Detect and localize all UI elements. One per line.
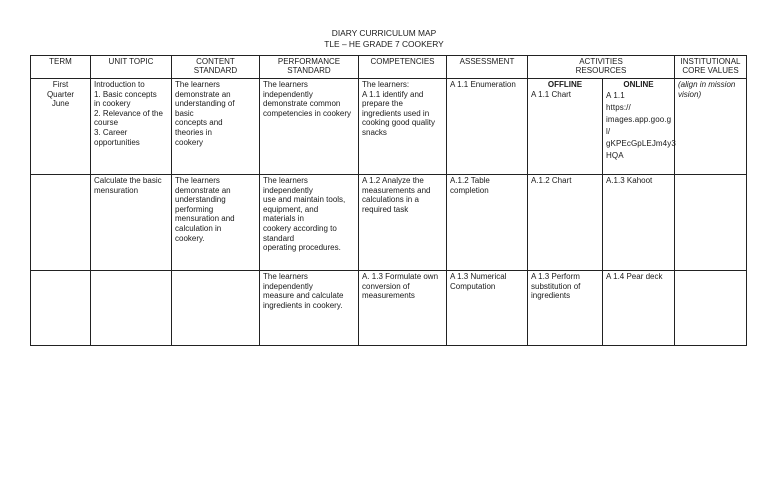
cell-line: substitution of [531,281,581,291]
cell-offline [528,175,603,271]
cell-line: vision) [678,89,702,99]
header-term: TERM [31,56,91,79]
document-subtitle: TLE – HE GRADE 7 COOKERY [324,39,444,49]
cell-line: concepts and [175,118,223,128]
cell-assessment [447,79,528,175]
cell-term [31,79,91,175]
cell-offline [528,271,603,346]
cell-line: calculation in [175,223,222,233]
header-content-standard: CONTENT STANDARD [172,56,260,79]
cell-line: calculations in a [362,195,419,205]
cell-offline [528,79,603,175]
cell-line: equipment, and [263,204,319,214]
cell-line: The learners [175,176,220,185]
cell-line: Calculate the basic [94,176,162,185]
cell-line: cookery according to [263,223,337,233]
cell-content-standard [172,271,260,346]
cell-line: A 1.1 [606,90,625,100]
header-competencies: COMPETENCIES [359,56,447,79]
cell-online [603,271,675,346]
cell-line: ingredients [531,291,571,301]
table-row [31,175,747,271]
cell-line: independently [263,185,313,195]
cell-unit-topic [91,271,172,346]
online-label: ONLINE [623,80,654,89]
cell-line: A 1.1 Chart [531,89,572,99]
cell-line: A 1.1 Enumeration [450,80,516,89]
cell-line: conversion of [362,281,410,291]
cell-performance-standard [260,175,359,271]
header-core-values: INSTITUTIONAL CORE VALUES [675,56,747,79]
cell-line: A.1.2 Table [450,176,490,185]
cell-line: A.1.3 Kahoot [606,176,653,185]
cell-line: l/ [606,126,611,136]
cell-competencies [359,271,447,346]
cell-line: independently [263,89,313,99]
table-row [31,79,747,175]
cell-line: Quarter [46,89,75,99]
cell-unit-topic [91,79,172,175]
cell-line: materials in [263,214,304,224]
cell-line: The learners [263,176,308,185]
cell-line: https:// [606,102,631,112]
header-assessment: ASSESSMENT [447,56,528,79]
cell-competencies [359,175,447,271]
document-title: DIARY CURRICULUM MAP [331,28,437,38]
cell-line: The learners [263,272,308,281]
cell-term [31,271,91,346]
header-performance-standard: PERFORMANCE STANDARD [260,56,359,79]
header-activities-resources: ACTIVITIES RESOURCES [528,56,675,79]
cell-unit-topic [91,175,172,271]
cell-line: A. 1.3 Formulate own [362,272,439,281]
cell-line: demonstrate an [175,89,231,99]
cell-line: Introduction to [94,80,145,89]
cell-assessment [447,175,528,271]
cell-content-standard [172,79,260,175]
cell-line: The learners [175,80,220,89]
cell-core-values [675,175,747,271]
cell-line: mensuration and [175,214,235,224]
cell-line: competencies in cookery [263,108,352,118]
cell-online [603,175,675,271]
cell-term [31,175,91,271]
cell-line: cooking good quality [362,118,435,128]
cell-line: (align in mission [678,80,736,89]
cell-line: demonstrate common [263,99,341,109]
cell-line: cookery. [175,233,205,243]
header-row [31,56,747,79]
cell-line: operating procedures. [263,243,341,253]
cell-line: in cookery [94,99,131,109]
cell-line: 3. Career [94,127,128,137]
header-unit-topic: UNIT TOPIC [91,56,172,79]
cell-line: prepare the [362,99,403,109]
cell-assessment [447,271,528,346]
cell-line: measurements [362,291,415,301]
cell-line: ingredients in cookery. [263,300,343,310]
cell-line: 1. Basic concepts [94,89,157,99]
cell-line: understanding [175,195,226,205]
cell-line: images.app.goo.g [606,114,672,124]
cell-line: measurements and [362,185,431,195]
cell-line: demonstrate an [175,185,231,195]
cell-line: A 1.1 identify and [362,89,424,99]
offline-label: OFFLINE [547,80,583,89]
cell-line: June [51,99,70,109]
cell-line: cookery [175,137,204,147]
cell-line: theories in [175,127,212,137]
cell-line: course [94,118,119,128]
cell-content-standard [172,175,260,271]
cell-line: A 1.2 Analyze the [362,176,424,185]
cell-line: mensuration [94,185,139,195]
cell-line: completion [450,185,489,195]
cell-core-values [675,79,747,175]
cell-line: use and maintain tools, [263,195,346,205]
document-title-block [0,28,768,50]
cell-line: basic [175,108,194,118]
cell-line: opportunities [94,137,140,147]
cell-line: understanding of [175,99,235,109]
table-row [31,271,747,346]
cell-line: A 1.3 Perform [531,272,580,281]
cell-line: ingredients used in [362,108,430,118]
cell-online [603,79,675,175]
cell-core-values [675,271,747,346]
cell-performance-standard [260,271,359,346]
cell-line: A 1.3 Numerical [450,272,507,281]
cell-line: standard [263,233,295,243]
cell-line: performing [175,204,214,214]
cell-line: measure and calculate [263,291,344,301]
cell-line: A.1.2 Chart [531,176,572,185]
cell-line: First [52,80,69,89]
cell-line: Computation [450,281,496,291]
cell-line: HQA [606,150,624,160]
cell-competencies [359,79,447,175]
cell-line: gKPEcGpLEJm4y3 [606,138,676,148]
curriculum-map-table [30,55,747,346]
cell-line: required task [362,204,409,214]
cell-line: 2. Relevance of the [94,108,163,118]
cell-line: A 1.4 Pear deck [606,272,663,281]
cell-performance-standard [260,79,359,175]
cell-line: The learners [263,80,308,89]
cell-line: independently [263,281,313,291]
cell-line: snacks [362,127,387,137]
cell-line: The learners: [362,80,410,89]
